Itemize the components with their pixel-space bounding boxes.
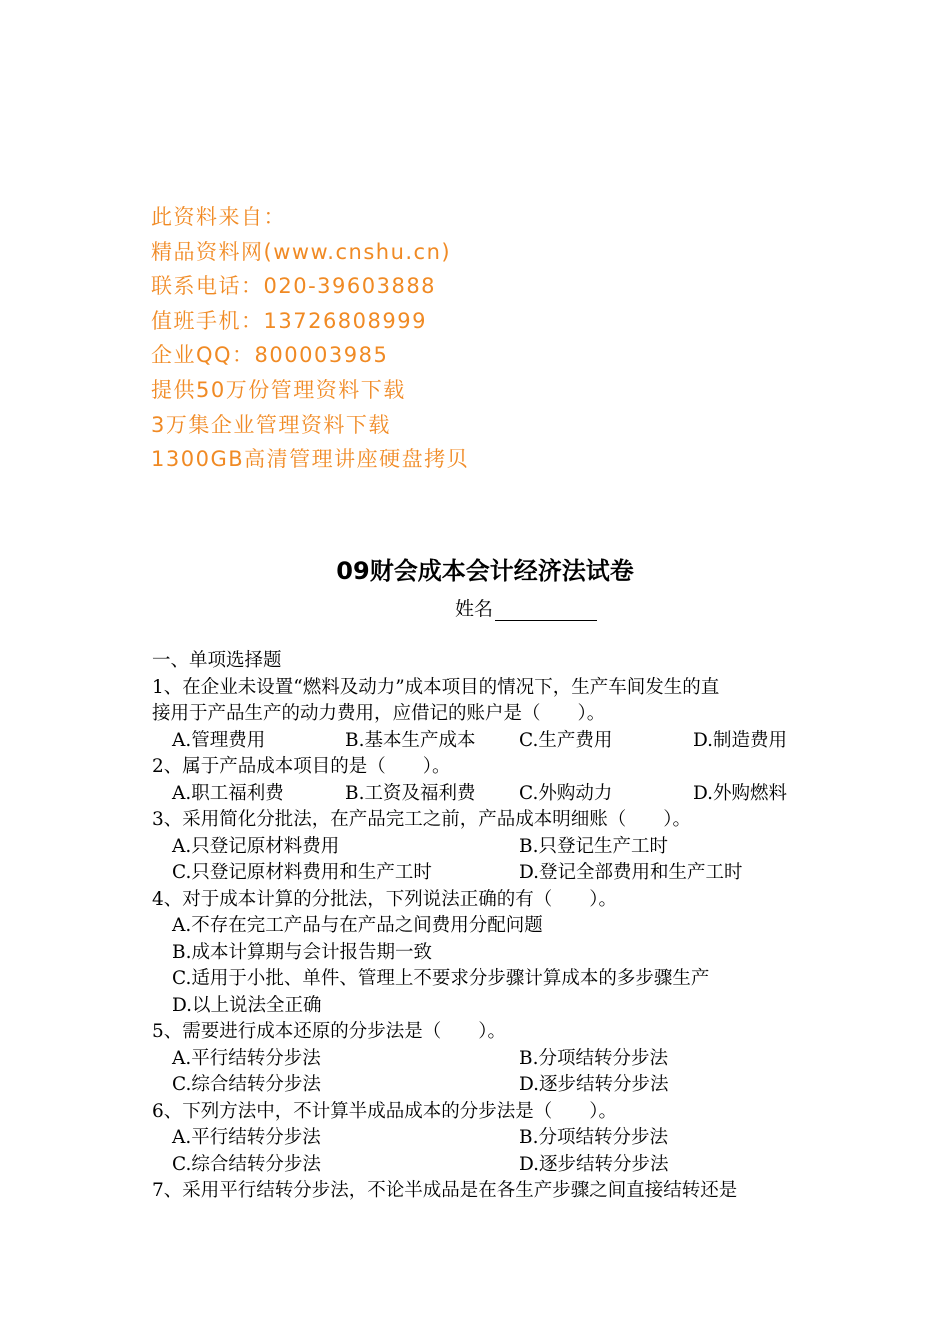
promo-line: 1300GB高清管理讲座硬盘拷贝 bbox=[151, 447, 470, 472]
promo-line: 企业QQ：800003985 bbox=[151, 343, 389, 368]
section-heading: 一、单项选择题 bbox=[152, 650, 282, 671]
option-row bbox=[152, 993, 802, 1020]
option: D.逐步结转分步法 bbox=[519, 1153, 669, 1175]
question-stem: 接用于产品生产的动力费用，应借记的账户是（ ）。 bbox=[152, 703, 606, 724]
option: B.基本生产成本 bbox=[345, 729, 476, 751]
name-field bbox=[455, 594, 597, 621]
promo-line: 此资料来自： bbox=[151, 205, 286, 229]
option: A.只登记原材料费用 bbox=[172, 835, 340, 857]
option: C.外购动力 bbox=[519, 782, 613, 804]
name-label: 姓名 bbox=[455, 598, 494, 620]
option: C.生产费用 bbox=[519, 729, 613, 751]
option: A.职工福利费 bbox=[172, 782, 284, 804]
exam-title: 09财会成本会计经济法试卷 bbox=[336, 557, 634, 585]
question-stem: 7、采用平行结转分步法，不论半成品是在各生产步骤之间直接结转还是 bbox=[152, 1180, 738, 1201]
exam-body bbox=[152, 648, 802, 1205]
question-stem: 5、需要进行成本还原的分步法是（ ）。 bbox=[152, 1021, 507, 1042]
option-row bbox=[152, 966, 802, 993]
option-row bbox=[152, 1046, 802, 1073]
option: C.适用于小批、单件、管理上不要求分步骤计算成本的多步骤生产 bbox=[172, 968, 710, 989]
option: C.只登记原材料费用和生产工时 bbox=[172, 862, 432, 883]
option: B.成本计算期与会计报告期一致 bbox=[172, 941, 432, 963]
option-row bbox=[152, 781, 802, 808]
option-row bbox=[152, 940, 802, 967]
question-stem: 3、采用简化分批法，在产品完工之前，产品成本明细账（ ）。 bbox=[152, 809, 692, 830]
option: D.逐步结转分步法 bbox=[519, 1074, 669, 1095]
promo-line: 值班手机：13726808999 bbox=[151, 308, 427, 333]
option-row bbox=[152, 1072, 802, 1099]
option: D.外购燃料 bbox=[693, 782, 788, 804]
option: D.以上说法全正确 bbox=[172, 994, 322, 1016]
promo-line: 提供50万份管理资料下载 bbox=[151, 377, 406, 402]
option-row bbox=[152, 1125, 802, 1152]
option-row bbox=[152, 913, 802, 940]
question-stem: 4、对于成本计算的分批法，下列说法正确的有（ ）。 bbox=[152, 888, 618, 910]
option-row bbox=[152, 860, 802, 887]
option: C.综合结转分步法 bbox=[172, 1074, 321, 1095]
question-stem: 6、下列方法中，不计算半成品成本的分步法是（ ）。 bbox=[152, 1100, 618, 1122]
option: B.工资及福利费 bbox=[345, 782, 476, 804]
option: D.制造费用 bbox=[693, 729, 788, 751]
promo-line: 3万集企业管理资料下载 bbox=[151, 412, 391, 437]
promo-line: 联系电话：020-39603888 bbox=[151, 274, 437, 299]
question-stem: 2、属于产品成本项目的是（ ）。 bbox=[152, 756, 451, 777]
option-row bbox=[152, 728, 802, 755]
option: A.平行结转分步法 bbox=[172, 1047, 321, 1069]
name-blank bbox=[495, 600, 597, 621]
option: B.分项结转分步法 bbox=[519, 1127, 668, 1148]
option: A.平行结转分步法 bbox=[172, 1127, 321, 1148]
question-stem: 1、在企业未设置“燃料及动力”成本项目的情况下，生产车间发生的直 bbox=[152, 676, 720, 698]
option: D.登记全部费用和生产工时 bbox=[519, 862, 743, 883]
option-row bbox=[152, 1152, 802, 1179]
promo-line: 精品资料网(www.cnshu.cn) bbox=[151, 239, 452, 264]
option: A.管理费用 bbox=[172, 729, 266, 751]
option: B.只登记生产工时 bbox=[519, 835, 668, 857]
option: A.不存在完工产品与在产品之间费用分配问题 bbox=[172, 915, 543, 936]
promo-block bbox=[151, 200, 469, 477]
option: C.综合结转分步法 bbox=[172, 1153, 321, 1175]
option: B.分项结转分步法 bbox=[519, 1047, 668, 1069]
option-row bbox=[152, 834, 802, 861]
